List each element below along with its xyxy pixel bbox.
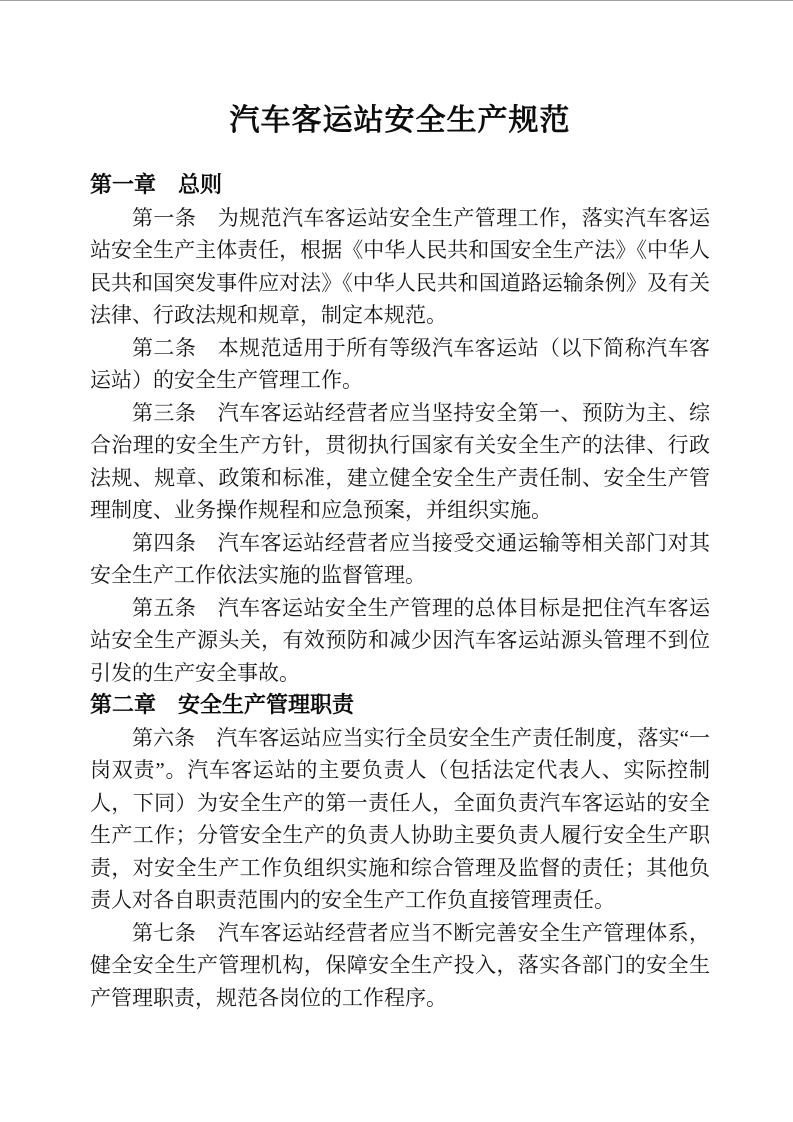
article-6-text: 第六条 汽车客运站应当实行全员安全生产责任制度，落实“一岗双责”。汽车客运站的主要负责人（包括法定代表人、实际控制人，下同）为安全生产的第一责任人，全面负责汽车客运站的安全生产工作；分管安全生产的负责人协助主要负责人履行安全生产职责，对安全生产工作负组织实施和综合管理及监督的责任；其他负责人对各自职责范围内的安全生产工作负直接管理责任。 — [90, 725, 710, 912]
article-5-text: 第五条 汽车客运站安全生产管理的总体目标是把住汽车客运站安全生产源头关，有效预防和减少因汽车客运站源头管理不到位引发的生产安全事故。 — [90, 595, 710, 685]
document-title: 汽车客运站安全生产规范 — [229, 104, 571, 137]
article-7-text: 第七条 汽车客运站经营者应当不断完善安全生产管理体系，健全安全生产管理机构，保障安全生产投入，落实各部门的安全生产管理职责，规范各岗位的工作程序。 — [90, 920, 710, 1010]
article-2-text: 第二条 本规范适用于所有等级汽车客运站（以下简称汽车客运站）的安全生产管理工作。 — [90, 335, 710, 392]
chapter-1-heading: 第一章 总则 — [90, 172, 223, 197]
chapter-2-heading: 第二章 安全生产管理职责 — [90, 692, 355, 717]
article-1-text: 第一条 为规范汽车客运站安全生产管理工作，落实汽车客运站安全生产主体责任，根据《中华人民共和国安全生产法》《中华人民共和国突发事件应对法》《中华人民共和国道路运输条例》及有关法律、行政法规和规章，制定本规范。 — [90, 205, 710, 327]
article-3-text: 第三条 汽车客运站经营者应当坚持安全第一、预防为主、综合治理的安全生产方针，贯彻执行国家有关安全生产的法律、行政法规、规章、政策和标准，建立健全安全生产责任制、安全生产管理制度、业务操作规程和应急预案，并组织实施。 — [90, 400, 710, 522]
document-content — [0, 99, 793, 1014]
article-4-text: 第四条 汽车客运站经营者应当接受交通运输等相关部门对其安全生产工作依法实施的监督管理。 — [90, 530, 710, 587]
